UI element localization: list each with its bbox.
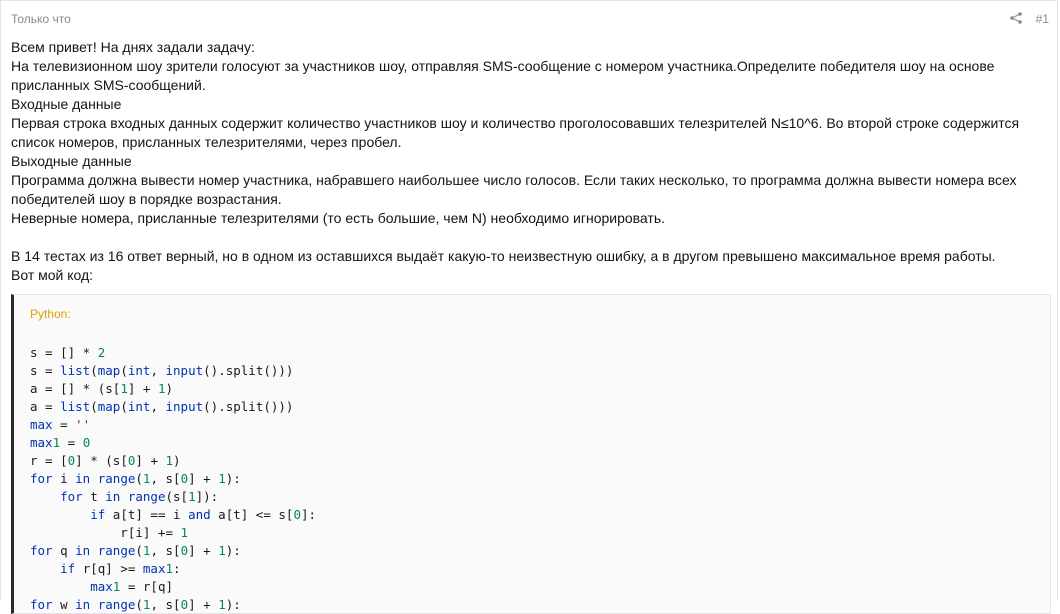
code-line: if a[t] == i and a[t] <= s[0]: <box>90 507 317 522</box>
code-line: for w in range(1, s[0] + 1): <box>30 597 241 612</box>
code-line: max1 = r[q] <box>90 579 174 594</box>
message-line: Первая строка входных данных содержит количество участников шоу и количество проголосовавших телезрителей N≤10^6. Во второй строке содержится список номеров, присланных телезрителями, через пробел. <box>11 115 1020 150</box>
message-line: Вот мой код: <box>11 267 94 283</box>
share-icon[interactable] <box>1009 11 1023 25</box>
code-line: for q in range(1, s[0] + 1): <box>30 543 241 558</box>
message-line: Входные данные <box>11 96 122 112</box>
code-line: s = list(map(int, input().split())) <box>30 363 294 378</box>
code-line: for t in range(s[1]): <box>60 489 219 504</box>
message-line: Всем привет! На днях задали задачу: <box>11 39 255 55</box>
spacer <box>11 228 1047 247</box>
message-line: Программа должна вывести номер участника, набравшего наибольшее число голосов. Если таких несколько, то программа должна вывести номера всех победителей шоу в порядке возрастания. <box>11 172 1017 207</box>
message-line: На телевизионном шоу зрители голосуют за участников шоу, отправляя SMS-сообщение с номером участника.Определите победителя шоу на основе присланных SMS-сообщений. <box>11 58 995 93</box>
code-line: r[i] += 1 <box>30 525 189 540</box>
code-line: max = '' <box>30 417 91 432</box>
post-number-link[interactable]: #1 <box>1035 12 1049 26</box>
post-body <box>11 38 1047 285</box>
code-line: for i in range(1, s[0] + 1): <box>30 471 241 486</box>
code-line: a = [] * (s[1] + 1) <box>30 381 174 396</box>
code-language-label: Python: <box>30 307 71 321</box>
code-line: a = list(map(int, input().split())) <box>30 399 294 414</box>
post-header <box>1 1 1057 37</box>
code-content[interactable] <box>30 344 316 614</box>
message-line: Неверные номера, присланные телезрителями (то есть большие, чем N) необходимо игнорировать. <box>11 210 666 226</box>
code-line: r = [0] * (s[0] + 1) <box>30 453 181 468</box>
code-line: if r[q] >= max1: <box>60 561 181 576</box>
code-block <box>11 294 1051 614</box>
post-date: Только что <box>11 12 71 26</box>
message-line: Выходные данные <box>11 153 132 169</box>
message-line: В 14 тестах из 16 ответ верный, но в одном из оставшихся выдаёт какую-то неизвестную ошибку, а в другом превышено максимальное время работы. <box>11 248 996 264</box>
code-line: max1 = 0 <box>30 435 91 450</box>
code-line: s = [] * 2 <box>30 345 106 360</box>
